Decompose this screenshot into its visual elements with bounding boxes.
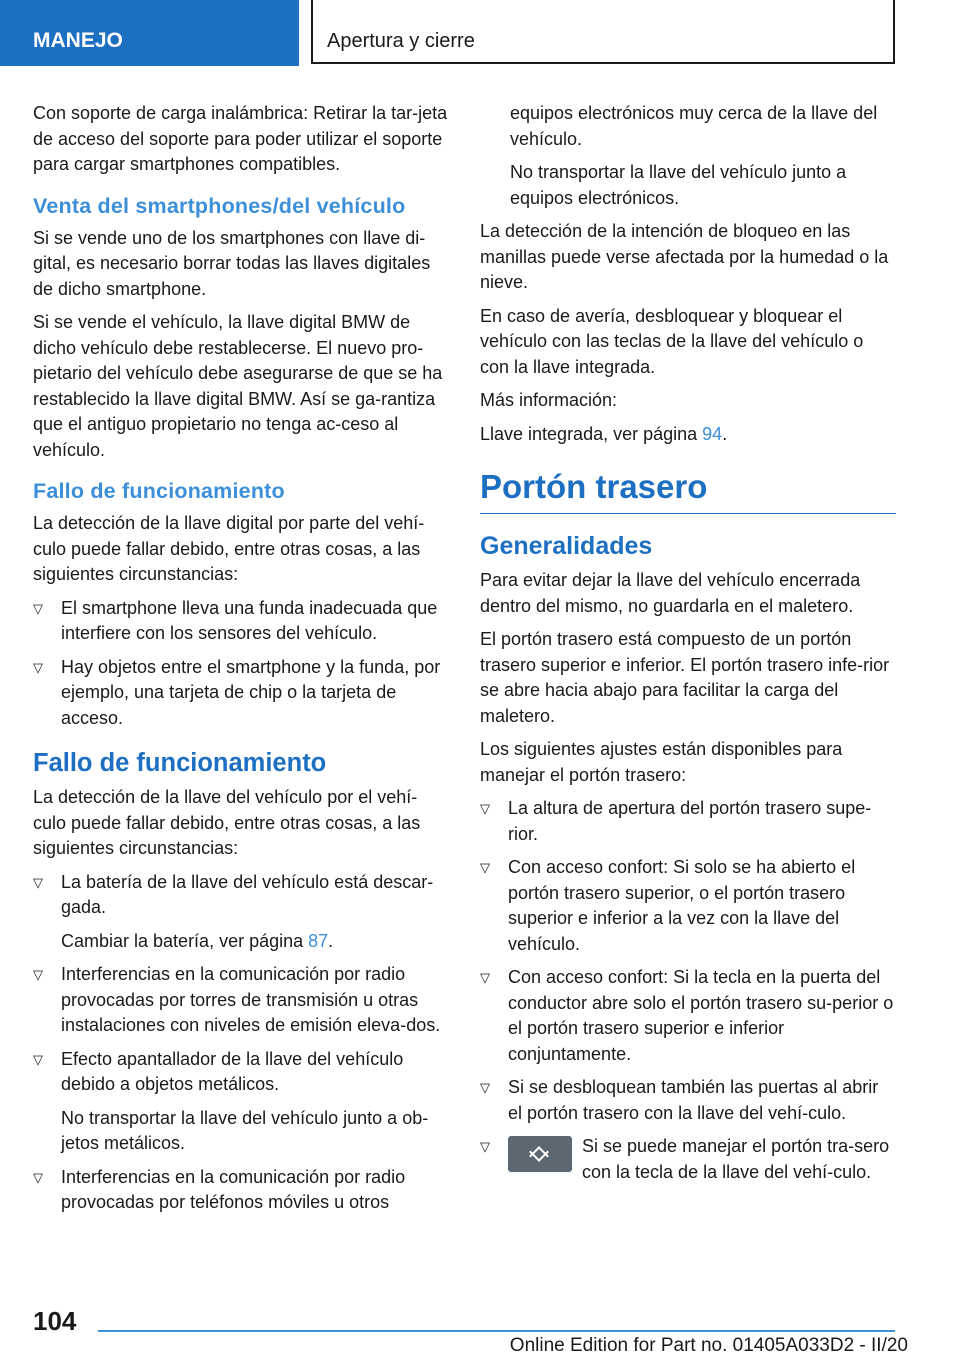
triangle-bullet-icon: ▽ [33,967,43,982]
triangle-bullet-icon: ▽ [480,801,490,816]
list-item [33,1165,449,1216]
triangle-bullet-icon: ▽ [480,1080,490,1095]
chapter-heading-porton: Portón trasero [480,465,896,514]
intro-paragraph: Con soporte de carga inalámbrica: Retirar la tar-jeta de acceso del soporte para poder utilizar el soporte para cargar smartphones compatibles. [33,103,448,174]
llave-integrada-ref: Llave integrada, ver página 94. [480,423,728,444]
list-item [33,596,449,647]
continued-subtext: No transportar la llave del vehículo junto a equipos electrónicos. [510,162,847,208]
list-item [480,1134,896,1185]
list-item-text: Interferencias en la comunicación por radio provocadas por torres de transmisión u otras instalaciones con niveles de emisión eleva-dos. [61,964,441,1035]
chapter-header [311,0,895,64]
fallo-digital-paragraph: La detección de la llave digital por parte del vehí-culo puede fallar debido, entre otras cosas, a las siguientes circunstancias: [33,513,425,584]
page-link-94[interactable]: 94 [702,423,723,444]
right-column [480,101,896,1193]
list-item-text: Con acceso confort: Si la tecla en la puerta del conductor abre solo el portón trasero su-perior o el portón trasero superior e inferior conjuntamente. [508,967,894,1064]
list-subtext: Cambiar la batería, ver página 87. [61,930,334,951]
fallo-llave-paragraph: La detección de la llave del vehículo por el vehí-culo puede fallar debido, entre otras cosas, a las siguientes circunstancias: [33,787,421,858]
section-title: MANEJO [33,29,123,52]
triangle-bullet-icon: ▽ [33,1169,43,1185]
triangle-bullet-icon: ▽ [33,659,43,675]
footer-edition: Online Edition for Part no. 01405A033D2 - II/20 [509,1335,908,1356]
list-item-text: El smartphone lleva una funda inadecuada que interfiere con los sensores del vehículo. [61,597,438,643]
mas-info-label: Más información: [480,390,618,410]
left-column [33,101,449,1224]
chapter-title: Apertura y cierre [327,30,475,52]
averia-paragraph: En caso de avería, desbloquear y bloquear el vehículo con las teclas de la llave del vehículo o con la llave integrada. [480,305,864,377]
section-tab [0,0,299,66]
triangle-bullet-icon: ▽ [480,860,490,875]
list-item [33,870,449,921]
venta-paragraph-2: Si se vende el vehículo, la llave digital BMW de dicho vehículo debe restablecerse. El nuevo pro-pietario del vehículo debe asegurarse de que se ha restablecido la llave digital BMW. Así se ga-rantiza que el antiguo propietario no tenga ac-ceso al vehículo. [33,312,443,460]
deteccion-paragraph: La detección de la intención de bloqueo en las manillas puede verse afectada por la humedad o la nieve. [480,221,889,292]
heading-venta: Venta del smartphones/del vehículo [33,193,406,218]
list-item-text: Si se desbloquean también las puertas al abrir el portón trasero con la llave del vehí-culo. [508,1077,879,1123]
page-number: 104 [33,1306,77,1336]
triangle-bullet-icon: ▽ [480,970,490,985]
list-subtext: No transportar la llave del vehículo junto a ob-jetos metálicos. [61,1107,429,1153]
continued-item-text: equipos electrónicos muy cerca de la llave del vehículo. [510,103,878,149]
triangle-bullet-icon: ▽ [33,874,43,890]
subtext: Cambiar la batería, ver página [61,930,309,951]
triangle-bullet-icon: ▽ [33,600,43,616]
generalidades-paragraph-2: El portón trasero está compuesto de un portón trasero superior e inferior. El portón trasero infe-rior se abre hacia abajo para facilitar la carga del maletero. [480,629,890,726]
list-item [33,1047,449,1098]
list-item [480,965,896,1067]
generalidades-paragraph-1: Para evitar dejar la llave del vehículo encerrada dentro del mismo, no guardarla en el maletero. [480,570,861,616]
tailgate-key-button-icon [508,1136,572,1172]
generalidades-paragraph-3: Los siguientes ajustes están disponibles para manejar el portón trasero: [480,739,843,785]
list-item-text: Interferencias en la comunicación por radio provocadas por teléfonos móviles u otros [61,1166,406,1212]
list-item [480,796,896,847]
list-item-text: La altura de apertura del portón trasero supe-rior. [508,798,872,844]
heading-fallo-llave: Fallo de funcionamiento [33,749,327,777]
list-item-text: La batería de la llave del vehículo está descar-gada. [61,871,434,917]
list-item-text: Efecto apantallador de la llave del vehículo debido a objetos metálicos. [61,1048,404,1094]
footer-divider [98,1330,895,1332]
list-item [480,855,896,957]
list-item-text: Con acceso confort: Si solo se ha abierto el portón trasero superior, o el portón trasero superior e inferior a la vez con la llave del vehículo. [508,857,856,954]
list-item [480,1075,896,1126]
list-item [33,962,449,1039]
heading-fallo-digital: Fallo de funcionamiento [33,479,285,503]
triangle-bullet-icon: ▽ [33,1051,43,1067]
triangle-bullet-icon: ▽ [480,1139,490,1154]
list-item-text: Si se puede manejar el portón tra-sero con la tecla de la llave del vehí-culo. [582,1136,890,1182]
page-link-87[interactable]: 87 [308,930,329,951]
list-item-text: Hay objetos entre el smartphone y la funda, por ejemplo, una tarjeta de chip o la tarjeta de acceso. [61,656,441,728]
heading-generalidades: Generalidades [480,532,653,560]
list-item [33,655,449,732]
venta-paragraph-1: Si se vende uno de los smartphones con llave di-gital, es necesario borrar todas las llaves digitales de dicho smartphone. [33,227,431,299]
reference-text: Llave integrada, ver página [480,423,703,444]
